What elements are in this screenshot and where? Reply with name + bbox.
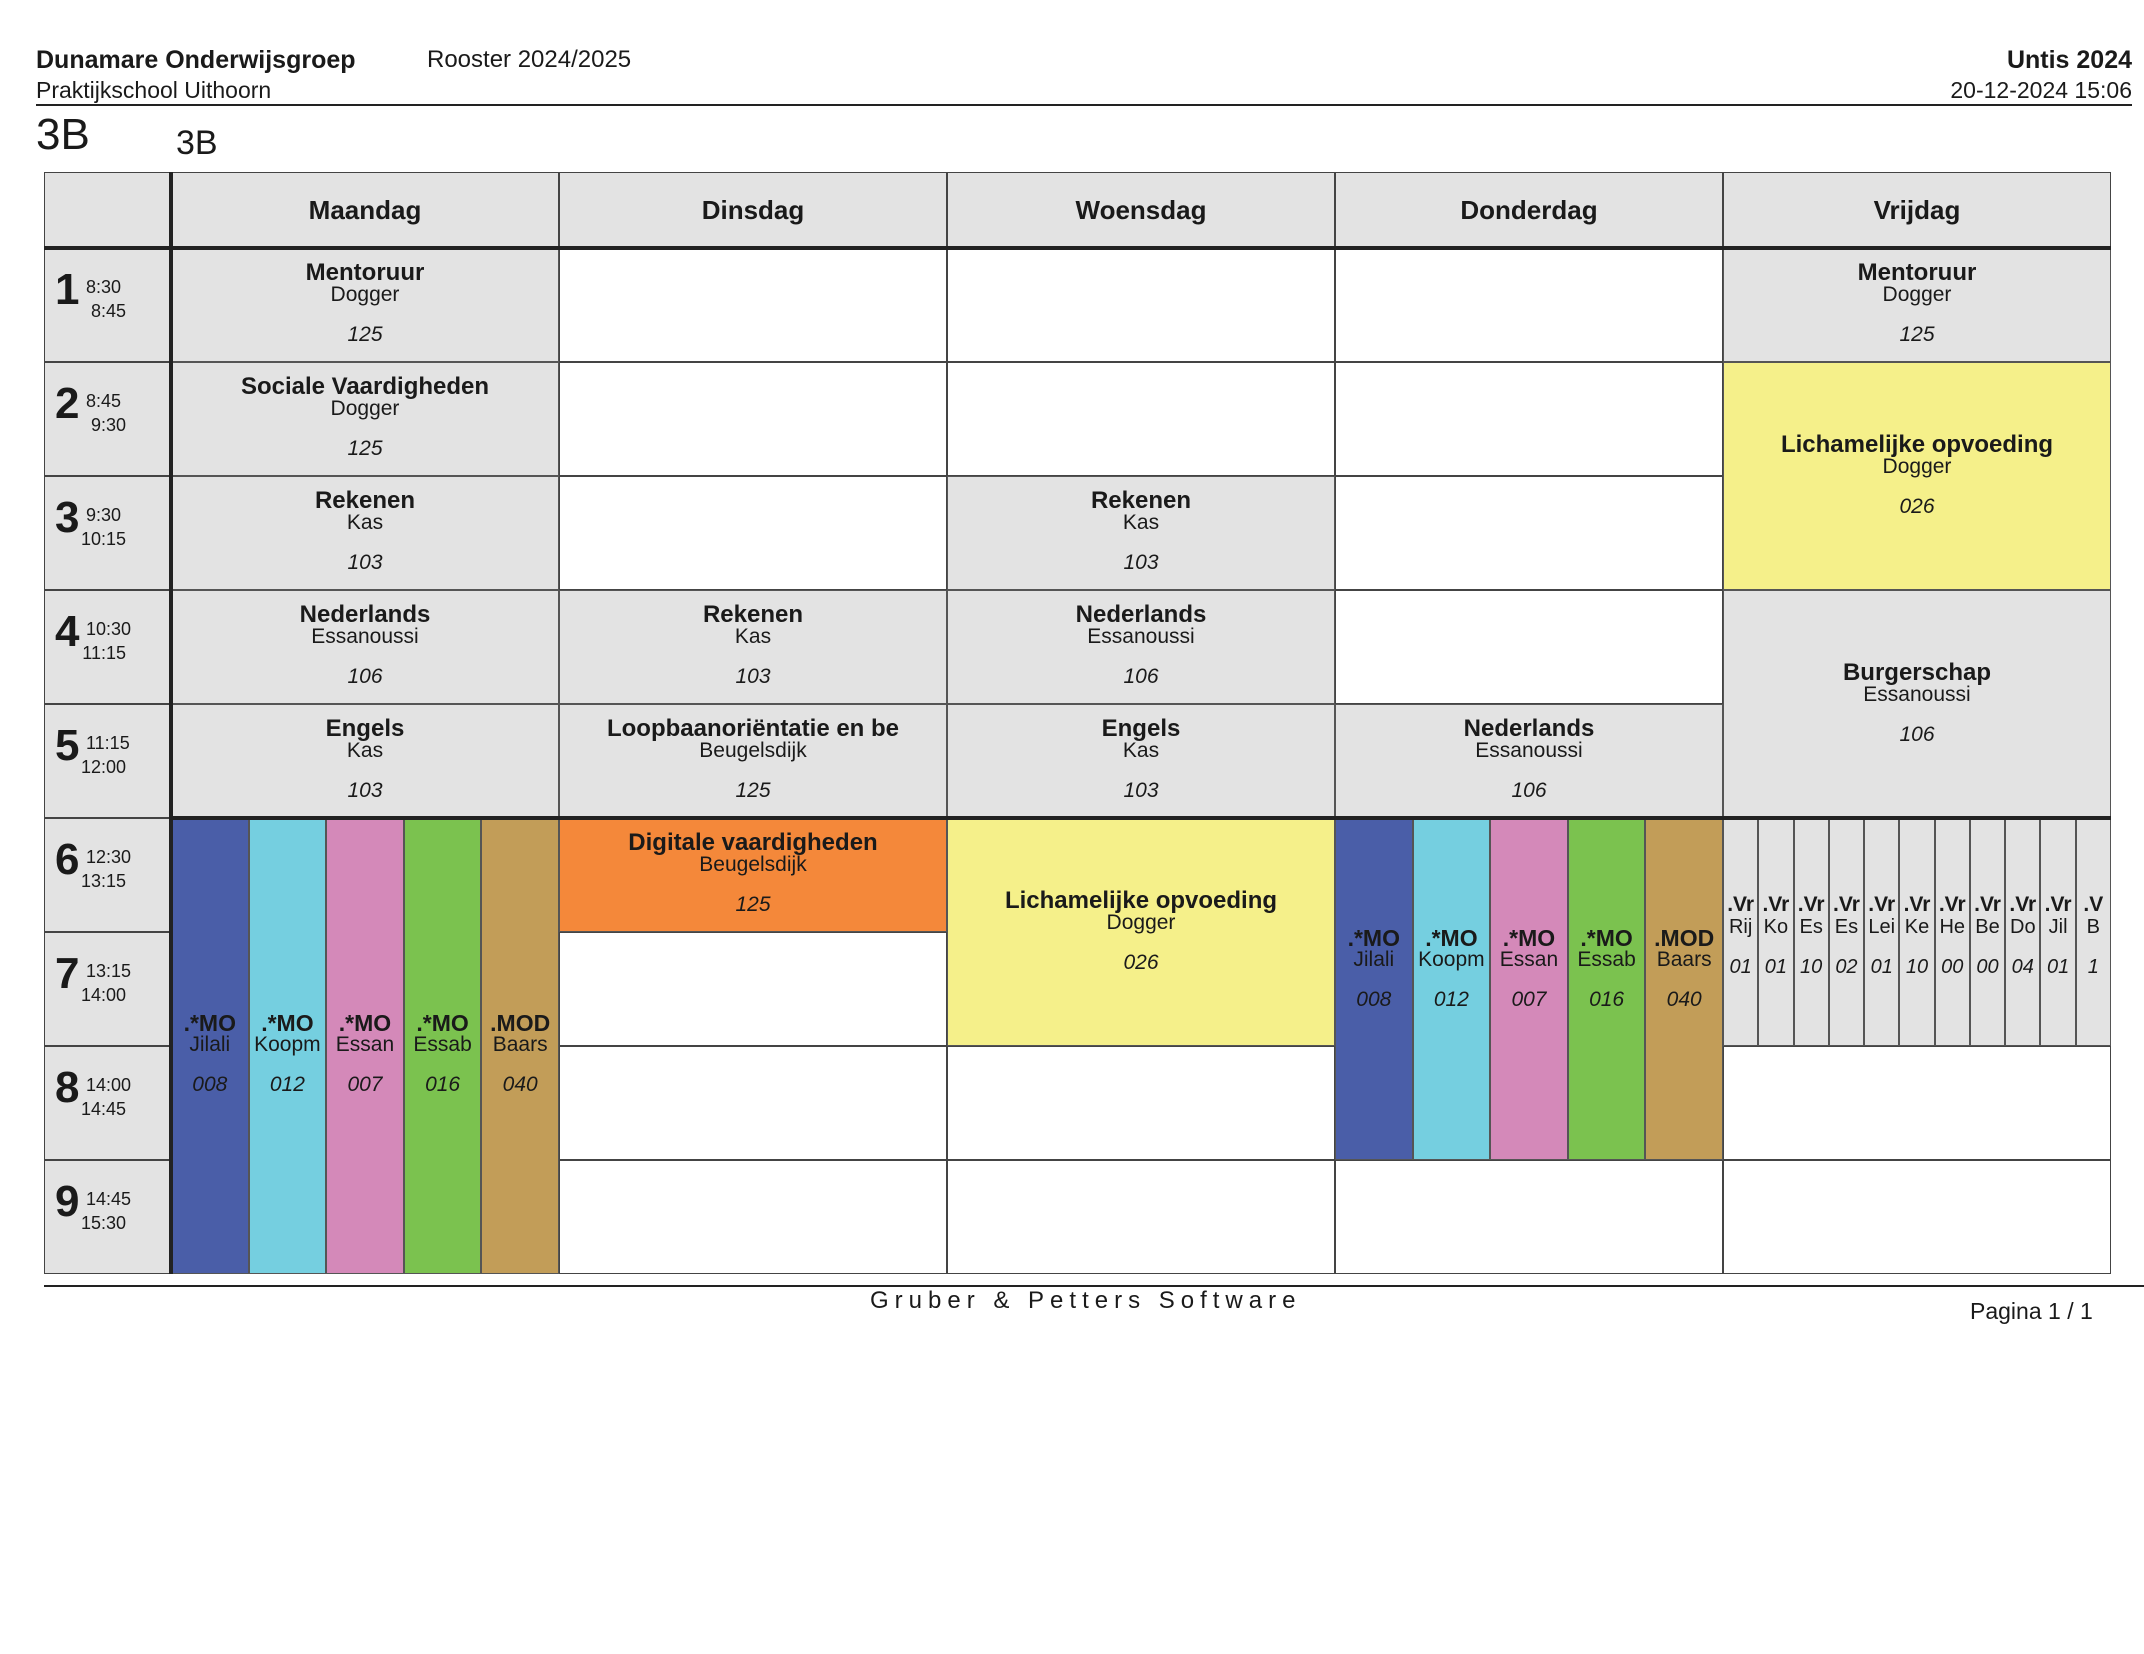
period-start-time: 8:45 (86, 391, 122, 411)
lesson-subject: .*MO (1425, 925, 1478, 951)
monday-module-2[interactable] (249, 818, 327, 1274)
period-number: 6 (55, 835, 80, 884)
empty-slot (947, 1046, 1335, 1160)
lesson-room: 026 (1123, 951, 1159, 974)
lesson-room: 106 (1123, 665, 1159, 688)
lesson-room: 125 (735, 893, 771, 916)
empty-slot (947, 1160, 1335, 1274)
lesson-room: 008 (1356, 988, 1392, 1011)
corner-cell (44, 172, 171, 248)
lesson-teacher: Baars (1656, 948, 1712, 971)
lesson-room: 103 (347, 551, 383, 574)
lesson-subject: .Vr (1868, 893, 1896, 916)
software-credit: Gruber & Petters Software (870, 1287, 1302, 1314)
period-start-time: 10:30 (86, 619, 132, 639)
lesson-subject: Burgerschap (1842, 659, 1992, 686)
empty-slot (1335, 248, 1723, 362)
label-column-separator (169, 172, 173, 1274)
lesson-room: 007 (1511, 988, 1547, 1011)
lesson-subject: Engels (325, 715, 405, 742)
lesson-subject: Lichamelijke opvoeding (1780, 431, 2054, 458)
lesson-teacher: B (2086, 916, 2101, 938)
lesson-teacher: Jil (2048, 916, 2068, 938)
thursday-module-4[interactable] (1568, 818, 1646, 1160)
period-label-3 (44, 476, 171, 590)
friday-module-9[interactable] (2005, 818, 2040, 1046)
period-number: 3 (55, 493, 80, 542)
monday-module-1[interactable] (171, 818, 249, 1274)
lesson-teacher: Beugelsdijk (699, 853, 807, 876)
lesson-room: 00 (1941, 956, 1964, 978)
lesson-subject: .Vr (1762, 893, 1790, 916)
lesson-room: 00 (1976, 956, 1999, 978)
lesson-subject: .Vr (1797, 893, 1825, 916)
empty-slot (947, 362, 1335, 476)
lesson-teacher: Kas (346, 739, 384, 762)
lesson-teacher: Essanoussi (1475, 739, 1583, 762)
lesson-teacher: Lei (1868, 916, 1896, 938)
lesson-room: 016 (1589, 988, 1625, 1011)
lesson-teacher: Dogger (330, 397, 400, 420)
lesson-teacher: Be (1975, 916, 2000, 938)
page-number: Pagina 1 / 1 (1970, 1298, 2093, 1324)
lesson-room: 125 (347, 437, 383, 460)
lesson-room: 103 (1123, 779, 1159, 802)
lesson-room: 007 (347, 1073, 383, 1096)
lesson-subject: Digitale vaardigheden (628, 829, 878, 856)
thursday-module-3[interactable] (1490, 818, 1568, 1160)
lesson-teacher: Essan (335, 1033, 395, 1056)
friday-module-8[interactable] (1970, 818, 2005, 1046)
empty-slot (1723, 1046, 2111, 1160)
header-divider (36, 104, 2132, 106)
lesson-ma2[interactable] (171, 362, 559, 476)
lesson-subject: .Vr (1903, 893, 1931, 916)
period-end-time: 14:45 (80, 1099, 126, 1119)
lesson-wo4[interactable] (947, 590, 1335, 704)
period-start-time: 11:15 (86, 733, 130, 753)
lunch-separator-line (171, 816, 2111, 820)
lesson-subject: .*MO (1347, 925, 1400, 951)
friday-module-3[interactable] (1794, 818, 1829, 1046)
period-end-time: 14:00 (80, 985, 126, 1005)
period-end-time: 8:45 (90, 301, 126, 321)
lesson-subject: .Vr (2009, 893, 2037, 916)
lesson-teacher: Kas (1122, 739, 1160, 762)
friday-module-5[interactable] (1864, 818, 1899, 1046)
lesson-subject: Mentoruur (305, 259, 425, 286)
period-number: 9 (55, 1177, 80, 1226)
friday-module-4[interactable] (1829, 818, 1864, 1046)
lesson-subject: .*MO (416, 1010, 469, 1036)
lesson-ma3[interactable] (171, 476, 559, 590)
lesson-vr1[interactable] (1723, 248, 2111, 362)
lesson-room: 125 (735, 779, 771, 802)
lesson-room: 103 (1123, 551, 1159, 574)
lesson-subject: Engels (1101, 715, 1181, 742)
lesson-teacher: Essab (1577, 948, 1636, 971)
lesson-subject: .Vr (1727, 893, 1755, 916)
lesson-teacher: Beugelsdijk (699, 739, 807, 762)
lesson-teacher: Jilali (1353, 948, 1395, 971)
print-datetime: 20-12-2024 15:06 (1950, 77, 2132, 103)
lesson-subject: .*MO (183, 1010, 236, 1036)
lesson-room: 01 (2046, 956, 2070, 978)
lesson-room: 016 (425, 1073, 461, 1096)
lesson-room: 040 (502, 1073, 538, 1096)
lesson-wo5[interactable] (947, 704, 1335, 818)
lesson-room: 106 (1511, 779, 1547, 802)
period-end-time: 10:15 (80, 529, 126, 549)
lesson-subject: Nederlands (299, 601, 431, 628)
class-code-small: 3B (176, 124, 218, 162)
period-number: 4 (55, 607, 80, 656)
header-separator-line (44, 246, 2111, 250)
lesson-teacher: Essanoussi (1087, 625, 1195, 648)
lesson-ma1[interactable] (171, 248, 559, 362)
lesson-room: 012 (269, 1073, 305, 1096)
period-number: 5 (55, 721, 80, 770)
monday-module-5[interactable] (481, 818, 559, 1274)
lesson-subject: .Vr (2044, 893, 2072, 916)
lesson-teacher: Koopm (254, 1033, 321, 1056)
empty-slot (559, 1160, 947, 1274)
lesson-room: 106 (347, 665, 383, 688)
lesson-vr23[interactable] (1723, 362, 2111, 590)
lesson-subject: Sociale Vaardigheden (240, 373, 490, 400)
lesson-subject: .MOD (1654, 925, 1715, 951)
lesson-teacher: Dogger (1882, 455, 1952, 478)
subschool-name: Praktijkschool Uithoorn (36, 77, 272, 103)
empty-slot (559, 248, 947, 362)
lesson-wo3[interactable] (947, 476, 1335, 590)
empty-slot (559, 476, 947, 590)
period-label-5 (44, 704, 171, 818)
lesson-subject: .Vr (1833, 893, 1860, 916)
period-start-time: 14:45 (86, 1189, 132, 1209)
lesson-room: 103 (735, 665, 771, 688)
monday-module-4[interactable] (404, 818, 482, 1274)
lesson-teacher: Jilali (189, 1033, 231, 1056)
lesson-room: 040 (1666, 988, 1702, 1011)
lesson-subject: Rekenen (314, 487, 416, 514)
friday-module-6[interactable] (1899, 818, 1934, 1046)
empty-slot (559, 1046, 947, 1160)
lesson-ma5[interactable] (171, 704, 559, 818)
lesson-teacher: Es (1799, 916, 1823, 938)
lesson-wo67[interactable] (947, 818, 1335, 1046)
lesson-room: 125 (347, 323, 383, 346)
lesson-subject: .Vr (1938, 893, 1966, 916)
lesson-room: 02 (1835, 956, 1858, 978)
period-start-time: 14:00 (86, 1075, 132, 1095)
lesson-subject: .V (2083, 893, 2104, 916)
lesson-teacher: Koopm (1418, 948, 1485, 971)
lesson-teacher: Kas (346, 511, 384, 534)
lesson-teacher: Ke (1904, 916, 1930, 938)
lesson-teacher: Dogger (1882, 283, 1952, 306)
period-number: 1 (55, 265, 80, 314)
lesson-room: 01 (1729, 956, 1752, 978)
thursday-module-2[interactable] (1413, 818, 1491, 1160)
lesson-room: 01 (1764, 956, 1788, 978)
empty-slot (559, 362, 947, 476)
friday-module-1[interactable] (1723, 818, 1758, 1046)
lesson-teacher: Essanoussi (1863, 683, 1971, 706)
lesson-teacher: Ko (1763, 916, 1789, 938)
lesson-room: 106 (1899, 723, 1935, 746)
lesson-teacher: Essanoussi (311, 625, 419, 648)
period-end-time: 15:30 (80, 1213, 126, 1233)
lesson-room: 008 (192, 1073, 228, 1096)
empty-slot (559, 932, 947, 1046)
lesson-room: 026 (1899, 495, 1935, 518)
period-number: 8 (55, 1063, 80, 1112)
roster-title: Rooster 2024/2025 (427, 46, 632, 73)
lesson-subject: .Vr (1974, 893, 2001, 916)
lesson-teacher: Dogger (330, 283, 400, 306)
lesson-di4[interactable] (559, 590, 947, 704)
period-label-8 (44, 1046, 171, 1160)
class-code-large: 3B (36, 110, 90, 159)
period-label-2 (44, 362, 171, 476)
lesson-room: 10 (1905, 956, 1929, 978)
lesson-teacher: Baars (492, 1033, 548, 1056)
empty-slot (947, 248, 1335, 362)
day-header-woensdag: Woensdag (947, 172, 1335, 248)
lesson-subject: Nederlands (1463, 715, 1595, 742)
lesson-room: 10 (1800, 956, 1823, 978)
lesson-room: 01 (1870, 956, 1893, 978)
lesson-room: 103 (347, 779, 383, 802)
lesson-subject: Lichamelijke opvoeding (1004, 887, 1278, 914)
lesson-room: 125 (1899, 323, 1935, 346)
lesson-teacher: Kas (1122, 511, 1160, 534)
lesson-teacher: Essan (1499, 948, 1559, 971)
empty-slot (1335, 1160, 1723, 1274)
period-number: 2 (55, 379, 80, 428)
lesson-subject: Loopbaanoriëntatie en be (606, 715, 900, 742)
lesson-subject: .*MO (1580, 925, 1633, 951)
friday-module-2[interactable] (1758, 818, 1793, 1046)
period-start-time: 8:30 (86, 277, 122, 297)
period-end-time: 13:15 (80, 871, 126, 891)
empty-slot (1335, 362, 1723, 476)
empty-slot (1335, 590, 1723, 704)
lesson-teacher: Do (2010, 916, 2036, 938)
lesson-di5[interactable] (559, 704, 947, 818)
lesson-teacher: Rij (1728, 916, 1753, 938)
lesson-teacher: Essab (413, 1033, 472, 1056)
lesson-teacher: Es (1834, 916, 1859, 938)
empty-slot (1723, 1160, 2111, 1274)
period-end-time: 12:00 (80, 757, 126, 777)
lesson-teacher: Kas (734, 625, 772, 648)
period-number: 7 (55, 949, 80, 998)
period-start-time: 13:15 (86, 961, 132, 981)
lesson-room: 04 (2011, 956, 2034, 978)
period-label-4 (44, 590, 171, 704)
timetable-grid (44, 172, 2111, 1274)
day-header-dinsdag: Dinsdag (559, 172, 947, 248)
day-header-donderdag: Donderdag (1335, 172, 1723, 248)
period-label-9 (44, 1160, 171, 1274)
lesson-subject: Rekenen (1090, 487, 1192, 514)
lesson-room: 012 (1433, 988, 1469, 1011)
period-label-7 (44, 932, 171, 1046)
period-label-6 (44, 818, 171, 932)
lesson-do5[interactable] (1335, 704, 1723, 818)
lesson-ma4[interactable] (171, 590, 559, 704)
monday-module-3[interactable] (326, 818, 404, 1274)
lesson-subject: .*MO (338, 1010, 392, 1036)
period-start-time: 9:30 (86, 505, 122, 525)
school-name: Dunamare Onderwijsgroep (36, 46, 356, 74)
lesson-subject: .*MO (261, 1010, 314, 1036)
lesson-subject: Mentoruur (1857, 259, 1977, 286)
friday-module-10[interactable] (2040, 818, 2075, 1046)
lesson-room: 1 (2087, 956, 2099, 978)
lesson-vr45[interactable] (1723, 590, 2111, 818)
lesson-subject: Rekenen (702, 601, 804, 628)
lesson-subject: .MOD (490, 1010, 551, 1036)
lesson-subject: Nederlands (1075, 601, 1207, 628)
day-header-vrijdag: Vrijdag (1723, 172, 2111, 248)
period-label-1 (44, 248, 171, 362)
thursday-module-1[interactable] (1335, 818, 1413, 1160)
lesson-teacher: Dogger (1106, 911, 1176, 934)
day-header-maandag: Maandag (171, 172, 559, 248)
lesson-di6[interactable] (559, 818, 947, 932)
friday-module-11[interactable] (2076, 818, 2111, 1046)
period-end-time: 11:15 (82, 643, 126, 663)
lesson-subject: .*MO (1502, 925, 1556, 951)
thursday-module-5[interactable] (1645, 818, 1723, 1160)
empty-slot (1335, 476, 1723, 590)
period-end-time: 9:30 (90, 415, 126, 435)
friday-module-7[interactable] (1935, 818, 1970, 1046)
period-start-time: 12:30 (86, 847, 132, 867)
lesson-teacher: He (1939, 916, 1966, 938)
app-name: Untis 2024 (2006, 46, 2132, 74)
